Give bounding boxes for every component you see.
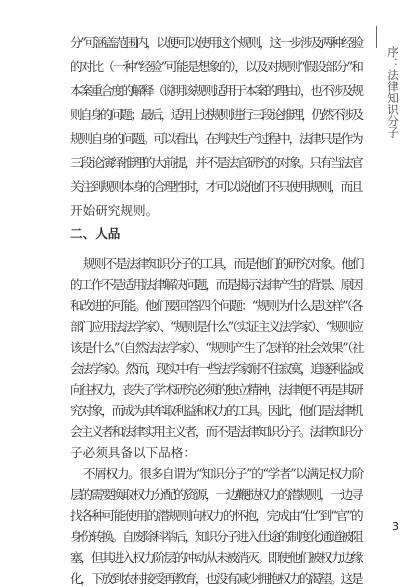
text-line: 则自身的问题；最后，适用上述规则进行三段论推理，仍然不涉及 xyxy=(70,107,362,122)
text-line: 子必须具备以下品格： xyxy=(70,445,196,460)
text-line: 规则不是法律知识分子的工具，而是他们的研究对象。他们 xyxy=(83,256,363,271)
section-heading: 二、人品 xyxy=(70,226,121,241)
text-line: 不屑权力。很多自谓为“知识分子”的“学者”以满足权力阶 xyxy=(83,466,364,481)
text-line: 层的需要换取权力分配的资源，一边鞭挞权力的潜规则，一边寻 xyxy=(70,487,362,502)
text-line: 该是什么”（自然法法学家）、“规则产生了怎样的社会效果”（社 xyxy=(70,340,363,355)
text-line: 规则自身的问题。可以看出，在判决生产过程中，法律只是作为 xyxy=(70,131,362,146)
text-line: 的工作不是适用法律解决问题，而是揭示法律产生的背景、原因 xyxy=(70,277,362,292)
text-line: 向往权力，丧失了学术研究必须的独立精神，法律便不再是其研 xyxy=(70,382,362,397)
running-header: 序：法律知识分子 xyxy=(386,46,400,138)
page-number: 3 xyxy=(392,520,399,533)
text-line: 塞，但其进入权力阶层的冲动从未被消灭。即使他们被权力边缘 xyxy=(70,550,362,565)
text-line: 和改进的可能。他们要回答四个问题：“规则为什么是这样”（各 xyxy=(70,298,362,313)
text-line: 三段论演绎推理的大前提，并不是法官研究的对象。只有当法官 xyxy=(70,155,362,170)
text-line: 找各种可能使用的潜规则向权力的怀抱，完成由“仕”到“官”的 xyxy=(70,508,362,523)
text-line: 部门应用法法学家）、“规则是什么”（实证主义法学家）、“规则应 xyxy=(70,319,363,334)
text-line: 身份转换。自废除科举后，知识分子进入仕途的制度化通道被阻 xyxy=(70,529,362,544)
text-line: 会法学家）。然而，现实中有一些法学家耐不住寂寞，追逐利益或 xyxy=(70,361,362,376)
text-line: 开始研究规则。 xyxy=(70,203,159,218)
text-line: 化，下放到农村接受再教育，也没有减少拥抱权力的渴望。这是 xyxy=(70,571,362,586)
text-line: 会主义者和法律实用主义者，而不是法律知识分子。法律知识分 xyxy=(70,424,362,439)
text-line: 究对象，而成为其牟取利益和权力的工具。因此，他们是法律机 xyxy=(70,403,362,418)
side-rule xyxy=(376,26,377,48)
text-line: 关注到规则本身的合理性时，才可以说他们不只使用规则，而且 xyxy=(70,179,362,194)
text-line: 的对比（一种“经验”可能是想象的），以及对规则“假设部分”和 xyxy=(70,59,363,74)
text-line: 本案重合度的解释（说明该规则适用于本案的理由），也不涉及规 xyxy=(70,83,362,98)
text-line: 分”可涵盖范围内，以便可以使用这个规则，这一步涉及两种经验 xyxy=(70,35,362,50)
